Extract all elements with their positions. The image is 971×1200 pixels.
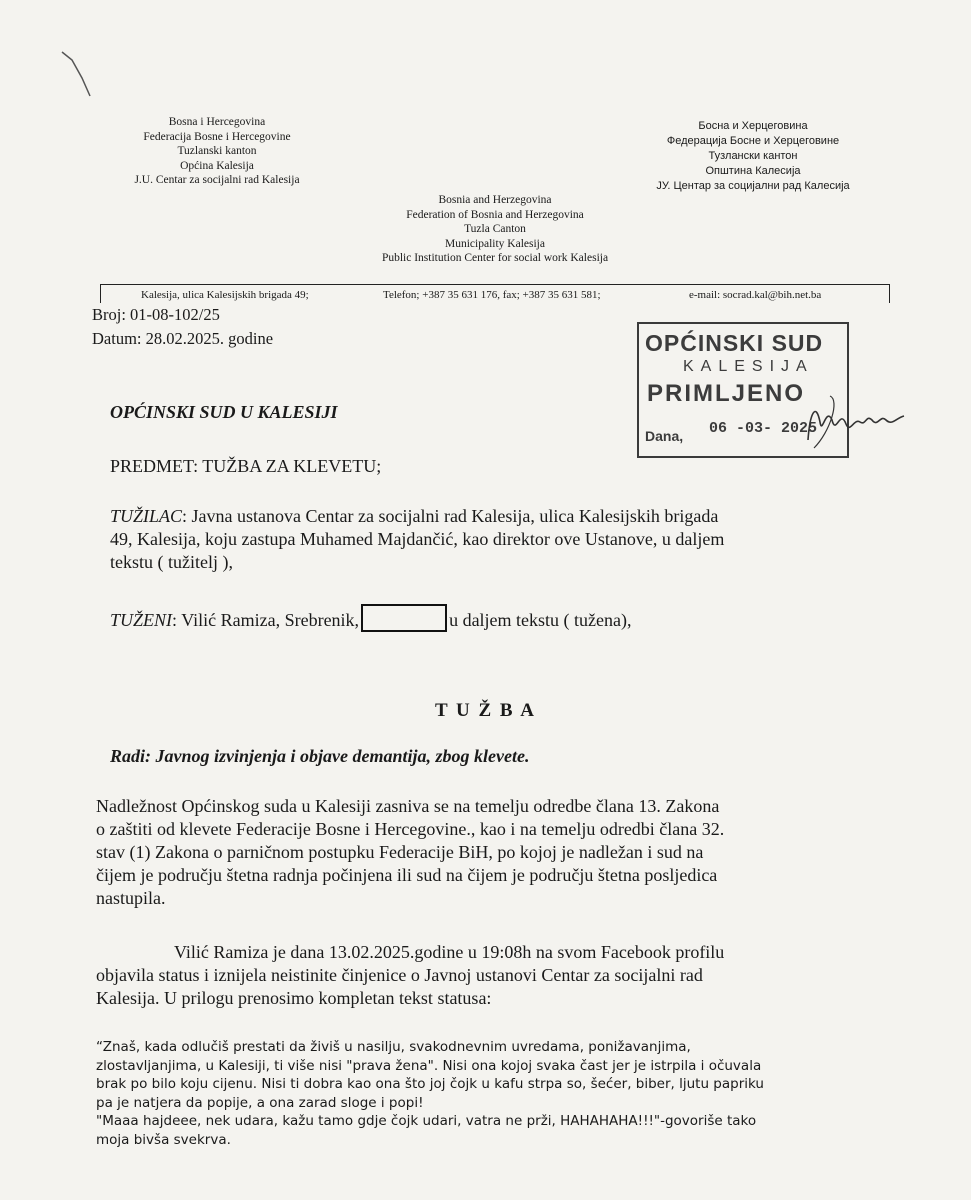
header-right-line: ЈУ. Центар за социјални рад Калесија [656, 180, 850, 192]
contact-email: e-mail: socrad.kal@bih.net.ba [689, 289, 822, 301]
stamp-date: 06 -03- 2025 [709, 420, 818, 437]
staple-mark [58, 48, 98, 103]
reference-block [92, 303, 273, 351]
header-left-line: Bosna i Hercegovina [168, 116, 266, 128]
stamp-received: PRIMLJENO [647, 380, 806, 407]
header-left-line: Općina Kalesija [180, 159, 254, 172]
header-center-line: Tuzla Canton [464, 223, 526, 235]
header-left-line: J.U. Centar za socijalni rad Kalesija [134, 174, 300, 186]
header-center-line: Federation of Bosnia and Herzegovina [406, 208, 584, 221]
header-left-line: Federacija Bosne i Hercegovine [143, 130, 291, 143]
paragraph-line: Vilić Ramiza je dana 13.02.2025.godine u 19:08h na svom Facebook profilu [174, 942, 725, 962]
stamp-dana-label: Dana, [645, 428, 684, 444]
lawsuit-reason: Radi: Javnog izvinjenja i objave demantija, zbog klevete. [110, 746, 530, 766]
stamp-court-name: OPĆINSKI SUD [645, 330, 824, 356]
plaintiff-line [110, 505, 890, 528]
plaintiff-label: TUŽILAC [110, 506, 183, 526]
header-left-line: Tuzlanski kanton [177, 145, 257, 157]
quote-line: moja bivša svekrva. [96, 1131, 231, 1148]
paragraph-line: Kalesija. U prilogu prenosimo kompletan tekst statusa: [96, 988, 492, 1008]
jurisdiction-paragraph [96, 795, 896, 910]
contact-bar [100, 284, 890, 303]
facts-paragraph [96, 941, 896, 1010]
header-right-line: Босна и Херцеговина [698, 120, 808, 132]
quote-line: brak po bilo koju cijenu. Nisi ti dobra kao ona što joj čojk u kafu strpa so, šećer, biber, ljutu papriku [96, 1076, 764, 1092]
quote-line: “Znaš, kada odlučiš prestati da živiš u nasilju, svakodnevnim uvredama, ponižavanjima, [96, 1039, 691, 1055]
quoted-status [96, 1038, 896, 1149]
quote-line: zlostavljanjima, u Kalesiji, ti više nisi "prava žena". Nisi ona kojoj svaka čast jer je istrpila i očuvala [96, 1057, 762, 1074]
contact-address: Kalesija, ulica Kalesijskih brigada 49; [141, 289, 309, 301]
quote-line: pa je natjera da popije, a ona zarad sloge i popi! [96, 1094, 424, 1111]
paragraph-line: nastupila. [96, 888, 166, 908]
document-title: T U Ž B A [434, 700, 537, 721]
addressee: OPĆINSKI SUD U KALESIJI [110, 402, 338, 422]
defendant-text: : Vilić Ramiza, Srebrenik, [172, 610, 360, 630]
paragraph-line: objavila status i iznijela neistinite činjenice o Javnoj ustanovi Centar za socijalni rad [96, 965, 703, 985]
paragraph-line: o zaštiti od klevete Federacije Bosne i Hercegovine., kao i na temelju odredbi člana 32. [96, 819, 725, 839]
header-right-line: Федерација Босне и Херцеговине [666, 135, 840, 147]
plaintiff-block [110, 505, 890, 574]
header-left-block [112, 115, 322, 188]
subject-line: PREDMET: TUŽBA ZA KLEVETU; [110, 456, 382, 476]
header-center-block [340, 193, 650, 266]
reference-date: Datum: 28.02.2025. godine [92, 329, 274, 348]
quote-line: "Maaa hajdeee, nek udara, kažu tamo gdje čojk udari, vatra ne prži, HAHAHAHA!!!"-govoriše tako [96, 1113, 757, 1129]
redaction-box [361, 604, 447, 632]
header-right-block [628, 119, 878, 194]
paragraph-line: Nadležnost Općinskog suda u Kalesiji zasniva se na temelju odredbe člana 13. Zakona [96, 796, 720, 816]
reference-number: Broj: 01-08-102/25 [92, 305, 220, 324]
header-center-line: Municipality Kalesija [445, 237, 545, 250]
defendant-label: TUŽENI [110, 610, 173, 630]
plaintiff-line: tekstu ( tužitelj ), [110, 552, 233, 572]
header-center-line: Bosnia and Herzegovina [438, 194, 552, 206]
plaintiff-line: 49, Kalesija, koju zastupa Muhamed Majdančić, kao direktor ove Ustanove, u daljem [110, 529, 725, 549]
contact-phone-fax: Telefon; +387 35 631 176, fax; +387 35 631 581; [383, 289, 601, 301]
header-center-line: Public Institution Center for social work Kalesija [381, 252, 609, 264]
defendant-text-after: u daljem tekstu ( tužena), [449, 610, 632, 630]
paragraph-line: čijem je području štetna radnja počinjena ili sud na čijem je području štetna posljedica [96, 865, 718, 885]
defendant-line [110, 604, 632, 632]
plaintiff-text: : Javna ustanova Centar za socijalni rad Kalesija, ulica Kalesijskih brigada [182, 506, 719, 526]
stamp-city: KALESIJA [683, 358, 814, 375]
header-right-line: Општина Калесија [705, 165, 801, 177]
header-right-line: Тузлански кантон [708, 150, 798, 162]
paragraph-line: stav (1) Zakona o parničnom postupku Federacije BiH, po kojoj je nadležan i sud na [96, 842, 704, 862]
handwritten-signature [800, 392, 910, 456]
